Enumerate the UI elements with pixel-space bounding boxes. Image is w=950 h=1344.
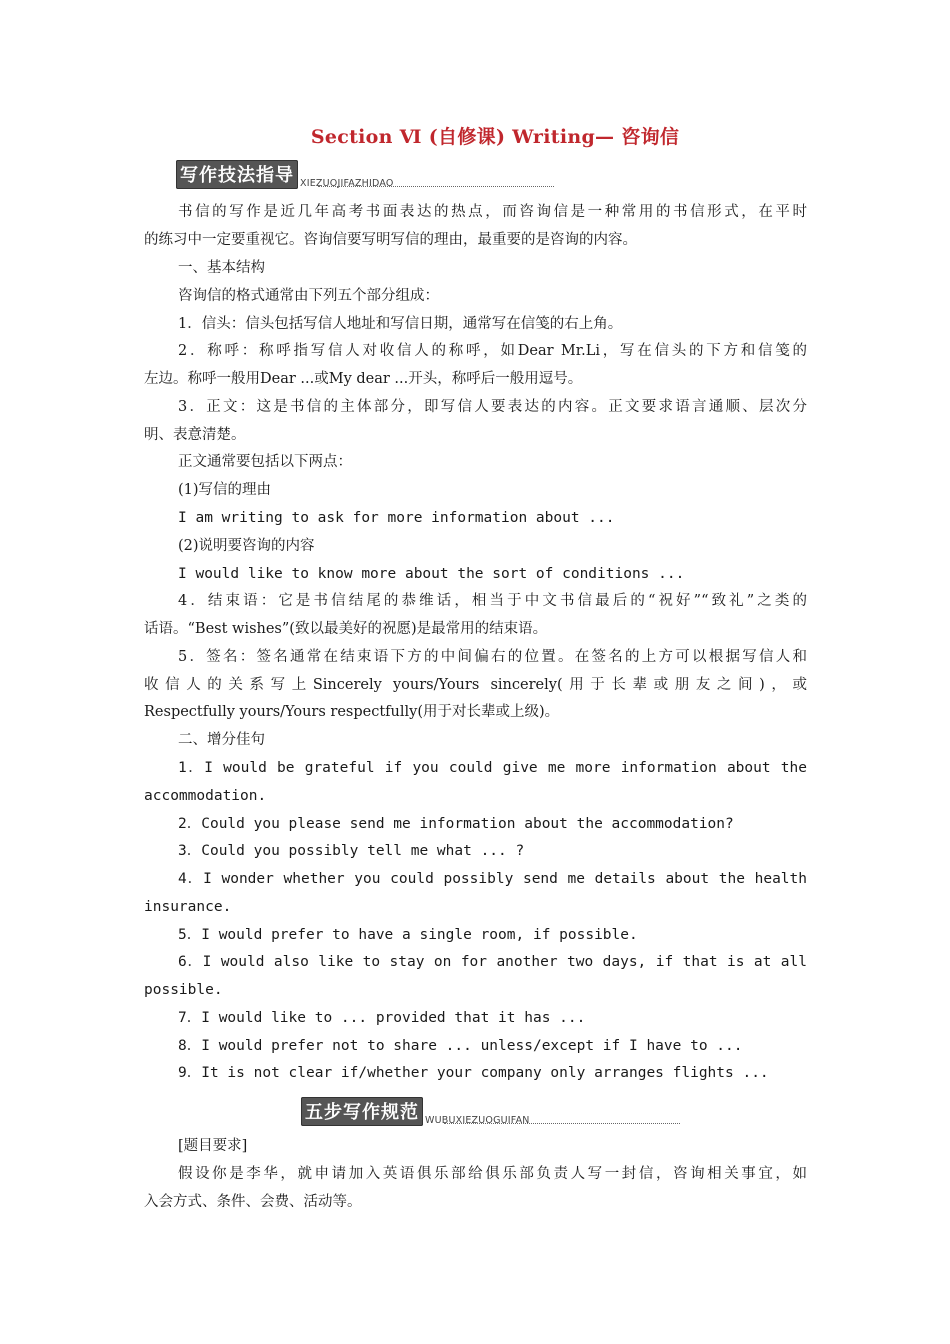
section-header-writing-skills <box>176 160 394 188</box>
list-item: 4．结束语：它是书信结尾的恭维话，相当于中文书信最后的“祝好”“致礼”之类的 <box>178 593 807 609</box>
sentence-item: 6．I would also like to stay on for another two days, if that is at all <box>178 954 807 970</box>
sentence-item: 5．I would prefer to have a single room, if possible. <box>178 927 638 943</box>
example-sentence: I would like to know more about the sort of conditions ... <box>178 566 685 582</box>
section-pinyin: XIEZUOJIFAZHIDAO <box>300 178 394 189</box>
task-requirement-label: [题目要求] <box>178 1138 248 1154</box>
sentence-item: 2．Could you please send me information about the accommodation? <box>178 816 734 832</box>
sentence-item-cont: insurance. <box>144 899 232 915</box>
section-badge: 写作技法指导 <box>176 160 298 189</box>
sentence-item-cont: accommodation. <box>144 788 267 804</box>
task-prompt: 假设你是李华，就申请加入英语俱乐部给俱乐部负责人写一封信，咨询相关事宜，如 <box>178 1166 807 1182</box>
sub-item: (1)写信的理由 <box>178 482 272 498</box>
dotted-divider <box>318 186 554 187</box>
list-item-cont: 明、表意清楚。 <box>144 427 246 443</box>
sentence-item: 7．I would like to ... provided that it has ... <box>178 1010 586 1026</box>
list-item: 2．称呼：称呼指写信人对收信人的称呼，如Dear Mr.Li，写在信头的下方和信笺的 <box>178 343 807 359</box>
list-item: 5．签名：签名通常在结束语下方的中间偏右的位置。在签名的上方可以根据写信人和 <box>178 649 807 665</box>
list-item-cont: Respectfully yours/Yours respectfully(用于对长辈或上级)。 <box>144 704 560 720</box>
sentence-item-cont: possible. <box>144 982 223 998</box>
section-pinyin: WUBUXIEZUOGUIFAN <box>425 1115 530 1126</box>
sentence-item: 8．I would prefer not to share ... unless/except if I have to ... <box>178 1038 743 1054</box>
paragraph-line: 书信的写作是近几年高考书面表达的热点，而咨询信是一种常用的书信形式，在平时 <box>178 204 807 220</box>
paragraph-line: 正文通常要包括以下两点： <box>178 454 352 470</box>
list-item-cont: 话语。“Best wishes”(致以最美好的祝愿)是最常用的结束语。 <box>144 621 548 637</box>
dotted-divider <box>444 1123 680 1124</box>
paragraph-line: 咨询信的格式通常由下列五个部分组成： <box>178 288 439 304</box>
sentence-item: 4．I wonder whether you could possibly send me details about the health <box>178 871 807 887</box>
list-item-cont: 收信人的关系写上Sincerely yours/Yours sincerely(用于长辈或朋友之间)，或 <box>144 677 807 693</box>
heading-useful-sentences: 二、增分佳句 <box>178 732 265 748</box>
sentence-item: 1．I would be grateful if you could give me more information about the <box>178 760 807 776</box>
example-sentence: I am writing to ask for more information about ... <box>178 510 615 526</box>
sentence-item: 9．It is not clear if/whether your company only arranges flights ... <box>178 1065 769 1081</box>
list-item-cont: 左边。称呼一般用Dear ...或My dear ...开头，称呼后一般用逗号。 <box>144 371 583 387</box>
task-prompt-cont: 入会方式、条件、会费、活动等。 <box>144 1194 362 1210</box>
sentence-item: 3．Could you possibly tell me what ... ? <box>178 843 525 859</box>
page-title: Section Ⅵ (自修课) Writing— 咨询信 <box>310 126 680 148</box>
list-item: 3．正文：这是书信的主体部分，即写信人要表达的内容。正文要求语言通顺、层次分 <box>178 399 807 415</box>
heading-basic-structure: 一、基本结构 <box>178 260 265 276</box>
sub-item: (2)说明要咨询的内容 <box>178 538 315 554</box>
paragraph-line: 的练习中一定要重视它。咨询信要写明写信的理由，最重要的是咨询的内容。 <box>144 232 637 248</box>
section-badge: 五步写作规范 <box>301 1097 423 1126</box>
list-item: 1．信头：信头包括写信人地址和写信日期，通常写在信笺的右上角。 <box>178 316 623 332</box>
section-header-five-steps <box>301 1097 530 1125</box>
